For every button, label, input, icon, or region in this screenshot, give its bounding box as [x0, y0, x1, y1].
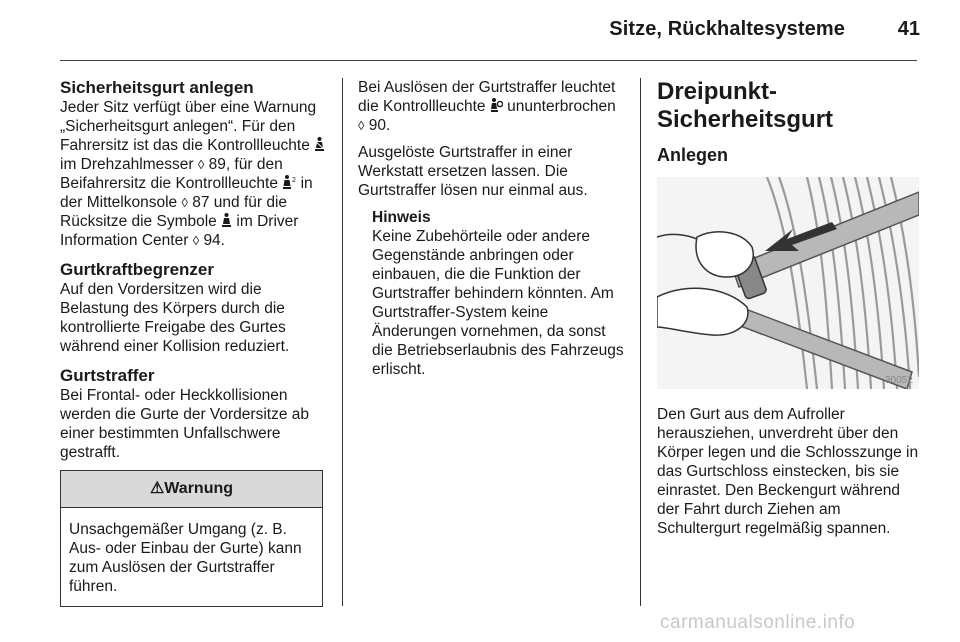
text-run: in der Mittelkonsole — [60, 175, 313, 211]
note-title: Hinweis — [372, 209, 431, 226]
column-3 — [657, 78, 919, 546]
note-text: Keine Zubehörteile oder andere Gegenstände anbringen oder einbauen, die die Funktion der Gurtstraffer behindern könnten. Am Gurtstraffer-System keine Änderungen vornehmen, da sonst die Betriebserlaubnis des Fahrzeugs erlischt. — [372, 228, 624, 378]
paragraph-gurtstraffer-leuchte — [358, 78, 624, 135]
section-subtitle: Anlegen — [657, 145, 729, 165]
figure-number: 30052 — [885, 375, 913, 386]
reference-arrow-icon: ◊ — [358, 118, 365, 133]
reference-arrow-icon: ◊ — [181, 195, 188, 210]
text-run: 87 und für die Rücksitze die Symbole — [60, 194, 288, 230]
warning-text: Unsachgemäßer Umgang (z. B. Aus- oder Einbau der Gurte) kann zum Auslösen der Gurtstraffer führen. — [69, 521, 302, 595]
section-title: Sicherheitsgurt anlegen — [60, 78, 254, 97]
text-run: 89, für den Beifahrersitz die Kontrollleuchte — [60, 156, 283, 192]
svg-text:2: 2 — [292, 177, 297, 184]
seatbelt-illustration — [657, 177, 919, 389]
warning-triangle-icon: ⚠ — [149, 480, 165, 497]
section-main-title: Dreipunkt-Sicherheitsgurt — [657, 78, 834, 133]
reference-arrow-icon: ◊ — [197, 157, 205, 172]
passenger-seatbelt-icon — [282, 175, 296, 190]
column-1 — [60, 78, 326, 607]
text-run: ununterbrochen — [507, 98, 616, 115]
warning-header — [61, 471, 322, 508]
seatbelt-warning-icon — [314, 137, 325, 152]
text-run: Jeder Sitz verfügt über eine Warnung „Sicherheitsgurt anlegen“. Für den Fahrersitz ist das die Kontrollleuchte — [60, 99, 317, 154]
text-run: im Drehzahlmesser — [60, 156, 194, 173]
rear-seatbelt-icon — [221, 213, 232, 228]
section-gurtkraftbegrenzer — [60, 260, 326, 356]
watermark: carmanualsonline.info — [660, 612, 856, 633]
header-rule — [60, 60, 917, 61]
column-2 — [358, 78, 624, 379]
warning-box — [60, 470, 323, 607]
section-gurtstraffer — [60, 366, 326, 462]
note-block — [358, 208, 624, 379]
text-run: Bei Auslösen der Gurtstraffer leuchtet die Kontrollleuchte — [358, 79, 616, 115]
airbag-warning-icon — [490, 98, 503, 113]
warning-title: Warnung — [164, 480, 234, 497]
section-sicherheitsgurt-anlegen — [60, 78, 326, 250]
section-title: Gurtstraffer — [60, 366, 155, 385]
text-run: im Driver Information Center — [60, 213, 299, 249]
reference-arrow-icon: ◊ — [192, 233, 200, 248]
section-text: Bei Frontal- oder Heckkollisionen werden die Gurte der Vordersitze ab einer bestimmten Unfallschwere gestrafft. — [60, 387, 309, 461]
paragraph-anlegen: Den Gurt aus dem Aufroller herausziehen, unverdreht über den Körper legen und die Schlosszunge in das Gurtschloss einstecken, bis sie einrastet. Den Beckengurt während der Fahrt durch Ziehen am Schultergurt regelmäßig spannen. — [657, 406, 919, 537]
page-number: 41 — [897, 18, 920, 40]
section-text: Auf den Vordersitzen wird die Belastung des Körpers durch die kontrollierte Freigabe des Gurtes während einer Kollision reduziert. — [60, 281, 290, 355]
column-divider-2 — [640, 78, 641, 606]
column-divider-1 — [342, 78, 343, 606]
text-run: 90. — [368, 117, 391, 134]
section-title: Gurtkraftbegrenzer — [60, 260, 214, 279]
section-text — [60, 98, 326, 250]
page-header — [0, 0, 960, 60]
header-title: Sitze, Rückhaltesysteme — [609, 18, 845, 40]
seatbelt-drawing — [657, 177, 919, 389]
paragraph-werkstatt: Ausgelöste Gurtstraffer in einer Werkstatt ersetzen lassen. Die Gurtstraffer lösen nur einmal aus. — [358, 144, 588, 199]
text-run: 94. — [203, 232, 225, 249]
